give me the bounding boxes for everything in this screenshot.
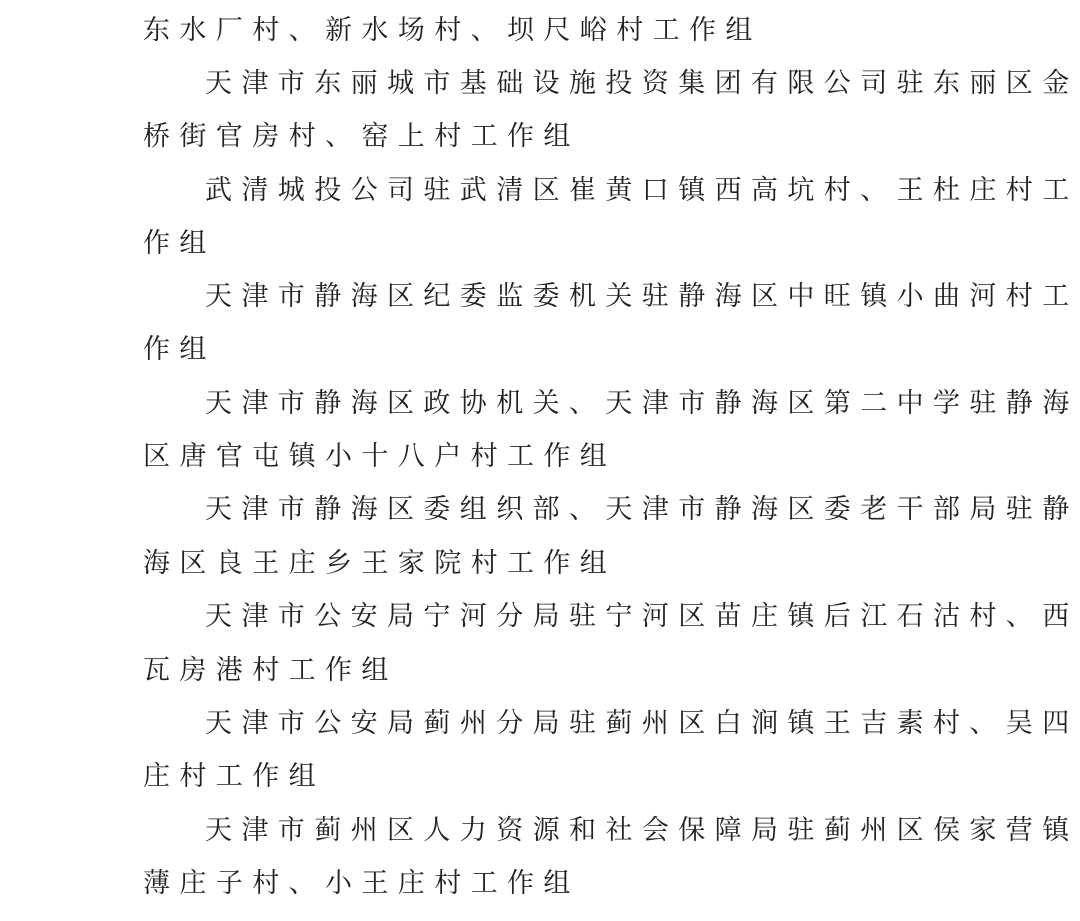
text-line: 天津市静海区纪委监委机关驻静海区中旺镇小曲河村工 — [205, 281, 1079, 312]
text-line: 天津市公安局蓟州分局驻蓟州区白涧镇王吉素村、吴四 — [205, 708, 1079, 739]
text-line: 武清城投公司驻武清区崔黄口镇西高坑村、王杜庄村工 — [205, 175, 1079, 206]
text-line: 桥街官房村、窑上村工作组 — [143, 121, 580, 152]
text-line: 天津市东丽城市基础设施投资集团有限公司驻东丽区金 — [205, 68, 1079, 99]
text-line: 东水厂村、新水场村、坝尺峪村工作组 — [143, 15, 762, 46]
text-line: 天津市公安局宁河分局驻宁河区苗庄镇后江石沽村、西 — [205, 601, 1079, 632]
text-line: 天津市静海区委组织部、天津市静海区委老干部局驻静 — [205, 494, 1079, 525]
text-line: 海区良王庄乡王家院村工作组 — [143, 548, 617, 579]
text-line: 庄村工作组 — [143, 761, 325, 792]
text-line: 作组 — [143, 228, 216, 259]
text-line: 瓦房港村工作组 — [143, 655, 398, 686]
text-line: 作组 — [143, 334, 216, 365]
text-line: 薄庄子村、小王庄村工作组 — [143, 868, 580, 899]
text-line: 天津市蓟州区人力资源和社会保障局驻蓟州区侯家营镇 — [205, 815, 1079, 846]
text-line: 天津市静海区政协机关、天津市静海区第二中学驻静海 — [205, 388, 1079, 419]
text-line: 区唐官屯镇小十八户村工作组 — [143, 441, 617, 472]
